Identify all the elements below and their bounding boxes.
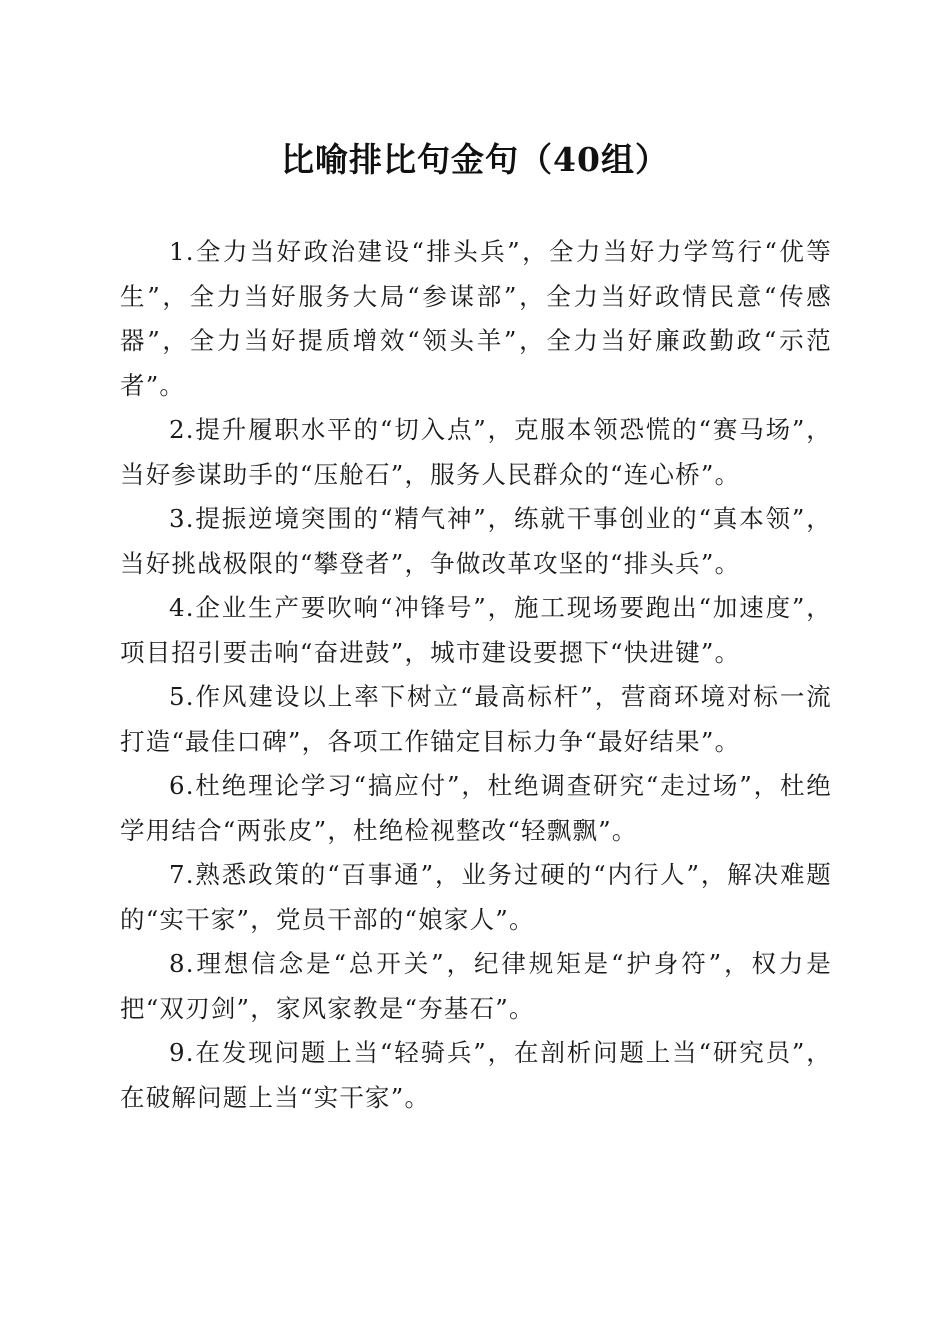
- paragraph-2: 2.提升履职水平的“切入点”，克服本领恐慌的“赛马场”，当好参谋助手的“压舱石”，服务人民群众的“连心桥”。: [120, 415, 832, 489]
- paragraph-7: 7.熟悉政策的“百事通”，业务过硬的“内行人”，解决难题的“实干家”，党员干部的“娘家人”。: [120, 860, 832, 934]
- paragraph-1: 1.全力当好政治建设“排头兵”，全力当好力学笃行“优等生”，全力当好服务大局“参谋部”，全力当好政情民意“传感器”，全力当好提质增效“领头羊”，全力当好廉政勤政“示范者”。: [120, 237, 832, 400]
- document-title: 比喻排比句金句（40组）: [281, 140, 669, 179]
- paragraph-8: 8.理想信念是“总开关”，纪律规矩是“护身符”，权力是把“双刃剑”，家风家教是“夯基石”。: [120, 949, 832, 1023]
- document-body: [120, 230, 832, 1120]
- paragraph-9: 9.在发现问题上当“轻骑兵”，在剖析问题上当“研究员”，在破解问题上当“实干家”。: [120, 1038, 832, 1112]
- paragraph-5: 5.作风建设以上率下树立“最高标杆”，营商环境对标一流打造“最佳口碑”，各项工作锚定目标力争“最好结果”。: [120, 682, 832, 756]
- paragraph-6: 6.杜绝理论学习“搞应付”，杜绝调查研究“走过场”，杜绝学用结合“两张皮”，杜绝检视整改“轻飘飘”。: [120, 771, 832, 845]
- paragraph-3: 3.提振逆境突围的“精气神”，练就干事创业的“真本领”，当好挑战极限的“攀登者”，争做改革攻坚的“排头兵”。: [120, 504, 832, 578]
- paragraph-4: 4.企业生产要吹响“冲锋号”，施工现场要跑出“加速度”，项目招引要击响“奋进鼓”，城市建设要摁下“快进键”。: [120, 593, 832, 667]
